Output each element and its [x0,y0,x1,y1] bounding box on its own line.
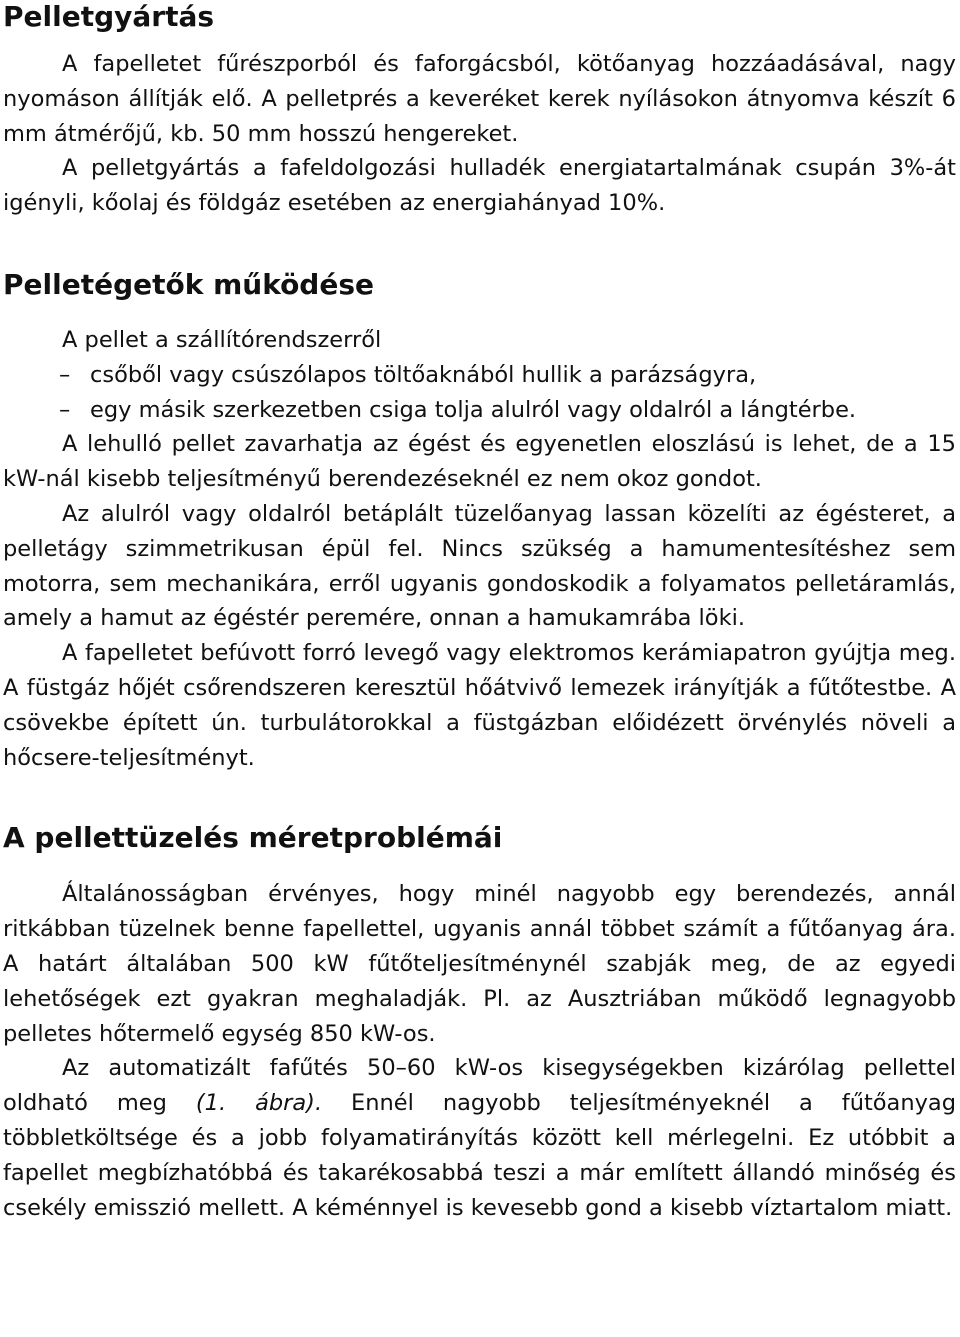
section-title: Pelletgyártás [3,0,215,33]
section-pelletgyartas [3,0,956,221]
paragraph: A fapelletet befúvott forró levegő vagy elektromos kerámiapatron gyújtja meg. A füstgáz hőjét csőrendszeren keresztül hőátvivő lemezek irányítják a fűtőtestbe. A csövekbe épített ún. turbulátorokkal a füstgázban előidézett örvénylés növeli a hőcsere-teljesítményt. [3,640,956,771]
dash-bullet-icon: – [59,396,71,423]
list-item-text: egy másik szerkezetben csiga tolja alulról vagy oldalról a lángtérbe. [90,396,857,423]
paragraph-text: Az automatizált fafűtés 50–60 kW-os kisegységekben kizárólag pellettel oldható meg [3,1055,956,1117]
list-item [3,393,956,428]
paragraph: Általánosságban érvényes, hogy minél nagyobb egy berendezés, annál ritkábban tüzelnek benne fapellettel, ugyanis annál többet számít a fűtőanyag ára. A határt általában 500 kW fűtőteljesítménynél szabják meg, de az egyedi lehetőségek ezt gyakran meghaladják. Pl. az Ausztriában működő legnagyobb pelletes hőtermelő egység 850 kW-os. [3,881,956,1047]
list-item [3,358,956,393]
paragraph: A pelletgyártás a fafeldolgozási hulladék energiatartalmának csupán 3%-át igényli, kőolaj és földgáz esetében az energiahányad 10%. [3,155,956,217]
list-intro: A pellet a szállítórendszerről [62,326,382,353]
paragraph: A fapelletet fűrészporból és faforgácsból, kötőanyag hozzáadásával, nagy nyomáson állítják elő. A pelletprés a keveréket kerek nyílásokon átnyomva készít 6 mm átmérőjű, kb. 50 mm hosszú hengereket. [3,51,956,147]
paragraph-text: Ennél nagyobb teljesítményeknél a fűtőanyag többletköltsége és a jobb folyamatirányítás között kell mérlegelni. Ez utóbbit a fapellet megbízhatóbbá és takarékosabbá teszi a már említett állandó minőség és csekély emisszió mellett. A kéménnyel is kevesebb gond a kisebb víztartalom miatt. [3,1090,956,1221]
paragraph: Az alulról vagy oldalról betáplált tüzelőanyag lassan közelíti az égésteret, a pelletágy szimmetrikusan épül fel. Nincs szükség a hamumentesítéshez sem motorra, sem mechanikára, erről ugyanis gondoskodik a folyamatos pelletáramlás, amely a hamut az égéstér peremére, onnan a hamukamrába löki. [3,500,956,632]
figure-reference: (1. ábra). [195,1090,323,1117]
section-meretproblemai [3,821,956,1225]
section-pelletegetok [3,268,956,775]
list-item-text: csőből vagy csúszólapos töltőaknából hullik a parázságyra, [90,361,757,388]
section-title: Pelletégetők működése [3,267,374,301]
paragraph [3,1051,956,1225]
paragraph: A lehulló pellet zavarhatja az égést és egyenetlen eloszlású is lehet, de a 15 kW-nál kisebb teljesítményű berendezéseknél ez nem okoz gondot. [3,431,956,493]
dash-bullet-icon: – [59,361,71,388]
dash-list [3,358,956,428]
section-title: A pellettüzelés méretproblémái [3,821,503,855]
